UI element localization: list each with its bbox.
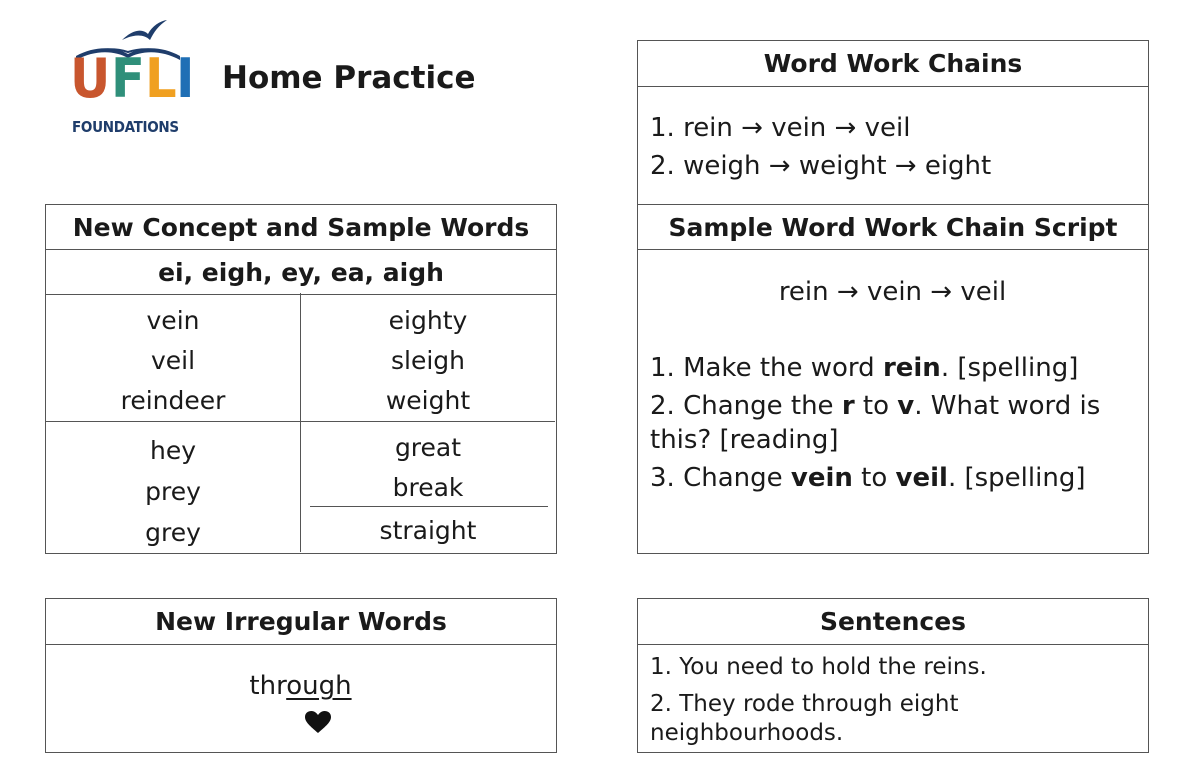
step-text: to	[854, 391, 898, 421]
word-work-chains-table	[637, 40, 1149, 206]
sentences-header: Sentences	[638, 599, 1148, 645]
logo-subtitle: FOUNDATIONS	[72, 118, 179, 136]
irregular-word	[46, 671, 555, 701]
list-item: hey	[149, 436, 197, 465]
step-bold-word: v	[897, 391, 915, 421]
chains-header: Word Work Chains	[638, 41, 1148, 87]
script-steps	[650, 351, 1120, 495]
logo-letter: I	[176, 47, 192, 110]
list-item: reindeer	[120, 386, 226, 415]
step-text: . [spelling]	[947, 463, 1086, 493]
group-divider	[46, 421, 555, 422]
new-concept-header: New Concept and Sample Words	[46, 205, 556, 250]
word-regular-part: thr	[249, 671, 287, 701]
list-item: straight	[379, 516, 477, 545]
logo-wordmark	[70, 47, 193, 110]
column-divider	[300, 293, 301, 552]
list-item: 1. rein → vein → veil	[650, 113, 911, 143]
list-item: 2. They rode through eight neighbourhoods.	[650, 691, 959, 746]
script-step-3	[650, 461, 1120, 495]
logo-letter: F	[110, 47, 143, 110]
group1-left-list	[46, 301, 300, 421]
step-text: 1. Make the word	[650, 353, 883, 383]
step-bold-word: vein	[790, 463, 853, 493]
step-text: 3. Change	[650, 463, 791, 493]
pattern-row: ei, eigh, ey, ea, aigh	[46, 250, 556, 295]
list-item: prey	[145, 477, 201, 506]
step-text: . [spelling]	[940, 353, 1079, 383]
list-item: break	[392, 473, 464, 502]
group2-right-list	[302, 428, 554, 551]
chain-script-table	[637, 204, 1149, 554]
ufli-logo	[66, 16, 196, 144]
list-item: eighty	[388, 306, 468, 335]
word-heart-part: ough	[286, 671, 352, 701]
list-item: 1. You need to hold the reins.	[650, 654, 987, 680]
logo-letter: L	[144, 47, 174, 110]
list-item: weight	[385, 386, 471, 415]
heart-icon	[304, 710, 332, 734]
list-item: great	[394, 433, 462, 462]
script-step-2	[650, 389, 1120, 457]
step-bold-word: veil	[895, 463, 948, 493]
chains-list	[650, 109, 991, 185]
sentences-list	[650, 653, 1130, 748]
step-text: . What word is this? [reading]	[650, 391, 1101, 455]
list-item: grey	[145, 518, 201, 547]
script-chain: rein → vein → veil	[778, 277, 1007, 307]
logo-letter: U	[70, 47, 108, 110]
list-item: veil	[150, 346, 196, 375]
step-text: to	[852, 463, 896, 493]
step-text: 2. Change the	[650, 391, 842, 421]
new-concept-table	[45, 204, 557, 554]
irregular-header: New Irregular Words	[46, 599, 556, 645]
list-item: vein	[146, 306, 200, 335]
step-bold-word: rein	[882, 353, 941, 383]
group1-right-list	[302, 301, 554, 421]
list-item: sleigh	[390, 346, 465, 375]
step-bold-word: r	[841, 391, 855, 421]
sentences-table	[637, 598, 1149, 753]
group2-left-list	[46, 430, 300, 553]
script-step-1	[650, 351, 1120, 385]
script-header: Sample Word Work Chain Script	[638, 205, 1148, 250]
list-item: 2. weigh → weight → eight	[650, 151, 992, 181]
irregular-words-table	[45, 598, 557, 753]
page-title: Home Practice	[222, 60, 476, 96]
